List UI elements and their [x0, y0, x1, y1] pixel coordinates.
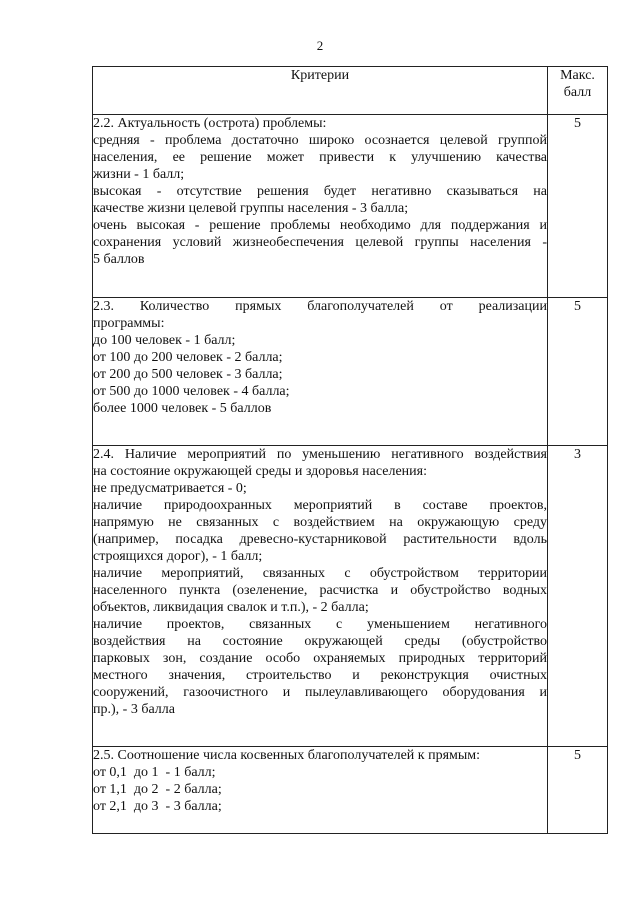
- text-line: наличие проектов, связанных с уменьшением негативного: [93, 617, 547, 632]
- text-line: напрямую не связанных с воздействием на окружающую среду: [93, 515, 547, 530]
- score-2-4: 3: [548, 446, 608, 747]
- text-line: высокая - отсутствие решения будет негативно сказываться на: [93, 184, 547, 199]
- text-line: программы:: [93, 316, 165, 331]
- text-line: населенного пункта (озеленение, расчистка и обустройство водных: [93, 583, 547, 598]
- text-line: 2.5. Соотношение числа косвенных благополучателей к прямым:: [93, 748, 481, 763]
- criterion-2-3: [93, 298, 548, 446]
- header-max-score: Макс. балл: [548, 67, 608, 115]
- text-line: 2.4. Наличие мероприятий по уменьшению негативного воздействия: [93, 447, 547, 462]
- text-line: от 2,1 до 3 - 3 балла;: [93, 799, 222, 814]
- header-criteria: Критерии: [93, 67, 548, 115]
- text-line: от 200 до 500 человек - 3 балла;: [93, 367, 283, 382]
- score-2-3: 5: [548, 298, 608, 446]
- text-line: местного значения, строительство и реконструкция очистных: [93, 668, 547, 683]
- criterion-2-5: [93, 747, 548, 834]
- text-line: населения, ее решение может привести к улучшению качества: [93, 150, 547, 165]
- text-line: наличие мероприятий, связанных с обустройством территории: [93, 566, 547, 581]
- text-line: парковых зон, создание особо охраняемых природных территорий: [93, 651, 547, 666]
- criterion-2-4: [93, 446, 548, 747]
- text-line: воздействия на состояние окружающей среды (обустройство: [93, 634, 547, 649]
- text-line: (например, посадка древесно-кустарниковой растительности вдоль: [93, 532, 547, 547]
- text-line: от 500 до 1000 человек - 4 балла;: [93, 384, 290, 399]
- text-line: объектов, ликвидация свалок и т.п.), - 2 балла;: [93, 600, 369, 615]
- text-line: более 1000 человек - 5 баллов: [93, 401, 272, 416]
- text-line: наличие природоохранных мероприятий в составе проектов,: [93, 498, 547, 513]
- table-row: [93, 446, 608, 747]
- table-row: [93, 747, 608, 834]
- table-row: [93, 115, 608, 298]
- text-line: от 100 до 200 человек - 2 балла;: [93, 350, 283, 365]
- page-number: 2: [316, 38, 324, 53]
- table-header-row: [93, 67, 608, 115]
- text-line: пр.), - 3 балла: [93, 702, 175, 717]
- text-line: средняя - проблема достаточно широко осознается целевой группой: [93, 133, 547, 148]
- text-line: 2.3. Количество прямых благополучателей от реализации: [93, 299, 547, 314]
- criterion-2-2: [93, 115, 548, 298]
- text-line: 5 баллов: [93, 252, 145, 267]
- text-line: очень высокая - решение проблемы необходимо для поддержания и: [93, 218, 547, 233]
- text-line: качестве жизни целевой группы населения - 3 балла;: [93, 201, 409, 216]
- text-line: от 1,1 до 2 - 2 балла;: [93, 782, 222, 797]
- text-line: сооружений, газоочистного и пылеулавливающего оборудования и: [93, 685, 547, 700]
- table-row: [93, 298, 608, 446]
- score-2-5: 5: [548, 747, 608, 834]
- criteria-table: [92, 66, 608, 834]
- text-line: сохранения условий жизнеобеспечения целевой группы населения -: [93, 235, 547, 250]
- text-line: жизни - 1 балл;: [93, 167, 185, 182]
- text-line: на состояние окружающей среды и здоровья населения:: [93, 464, 427, 479]
- text-line: до 100 человек - 1 балл;: [93, 333, 236, 348]
- text-line: строящихся дорог), - 1 балл;: [93, 549, 263, 564]
- text-line: от 0,1 до 1 - 1 балл;: [93, 765, 216, 780]
- text-line: 2.2. Актуальность (острота) проблемы:: [93, 116, 327, 131]
- text-line: не предусматривается - 0;: [93, 481, 247, 496]
- score-2-2: 5: [548, 115, 608, 298]
